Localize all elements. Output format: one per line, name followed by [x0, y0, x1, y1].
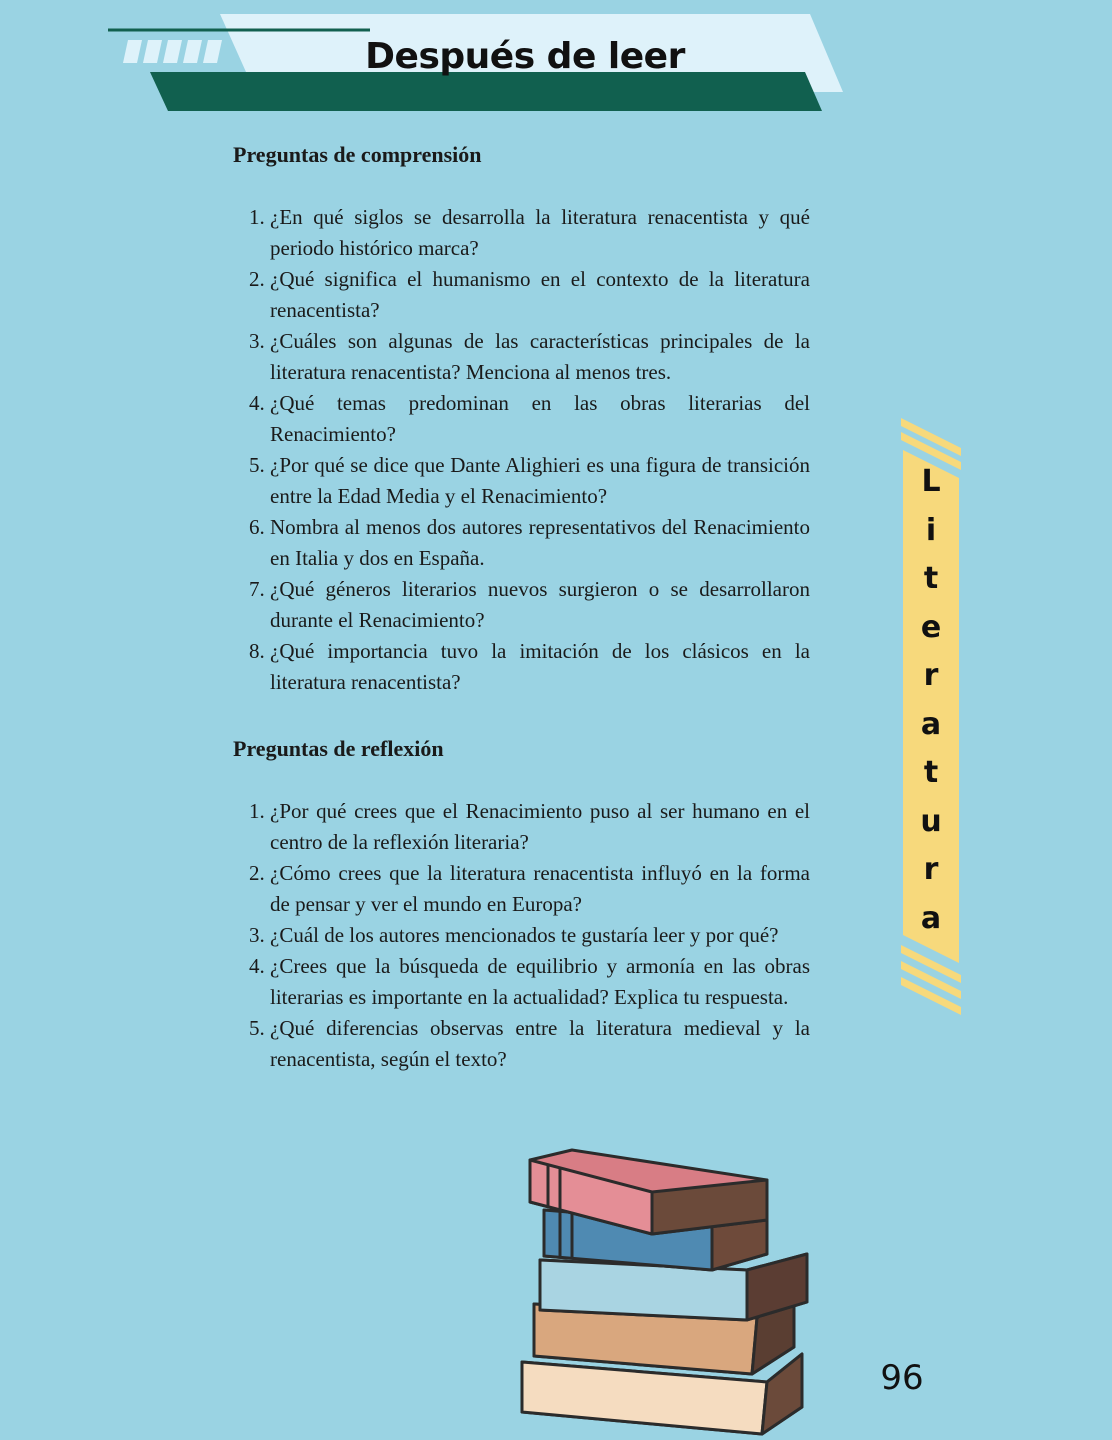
list-item: 8. ¿Qué importancia tuvo la imitación de los clásicos en la literatura renacentista? [249, 639, 810, 694]
sidebar-letter: i [925, 512, 937, 548]
list-item: 2. ¿Cómo crees que la literatura renacentista influyó en la forma de pensar y ver el mundo en Europa? [249, 861, 810, 916]
list-item: 6. Nombra al menos dos autores representativos del Renacimiento en Italia y dos en España. [249, 515, 810, 570]
sidebar-letter: a [920, 706, 942, 742]
sidebar-letter: e [920, 609, 942, 645]
list-item: 2. ¿Qué significa el humanismo en el contexto de la literatura renacentista? [249, 267, 810, 322]
sidebar-letter: u [920, 803, 942, 839]
list-item: 1. ¿Por qué crees que el Renacimiento puso al ser humano en el centro de la reflexión literaria? [249, 799, 810, 854]
list-item: 5. ¿Por qué se dice que Dante Alighieri es una figura de transición entre la Edad Media y el Renacimiento? [249, 453, 810, 508]
comprehension-title: Preguntas de comprensión [233, 142, 482, 167]
sidebar-word [903, 458, 959, 943]
list-item: 1. ¿En qué siglos se desarrolla la literatura renacentista y qué periodo histórico marca? [249, 205, 810, 260]
reflection-list [233, 796, 810, 1075]
sidebar-letter: L [921, 464, 941, 499]
list-item: 7. ¿Qué géneros literarios nuevos surgieron o se desarrollaron durante el Renacimiento? [249, 577, 810, 632]
sidebar-letter: a [920, 900, 942, 936]
list-item: 4. ¿Qué temas predominan en las obras literarias del Renacimiento? [249, 391, 810, 446]
comprehension-list [233, 202, 810, 698]
sidebar-letter: t [923, 755, 939, 790]
list-item: 3. ¿Cuáles son algunas de las características principales de la literatura renacentista? Menciona al menos tres. [249, 329, 810, 384]
main-content [233, 138, 810, 1075]
books-stack-illustration [512, 1142, 817, 1440]
sidebar-letter: r [923, 852, 939, 887]
page-number: 96 [880, 1358, 924, 1398]
list-item: 4. ¿Crees que la búsqueda de equilibrio y armonía en las obras literarias es importante en la actualidad? Explica tu respuesta. [249, 954, 810, 1009]
list-item: 3. ¿Cuál de los autores mencionados te gustaría leer y por qué? [249, 923, 779, 947]
reflection-title: Preguntas de reflexión [233, 736, 444, 761]
page-title: Después de leer [365, 36, 685, 77]
sidebar-letter: r [923, 658, 939, 693]
sidebar-letter: t [923, 561, 939, 596]
list-item: 5. ¿Qué diferencias observas entre la literatura medieval y la renacentista, según el texto? [249, 1016, 810, 1071]
